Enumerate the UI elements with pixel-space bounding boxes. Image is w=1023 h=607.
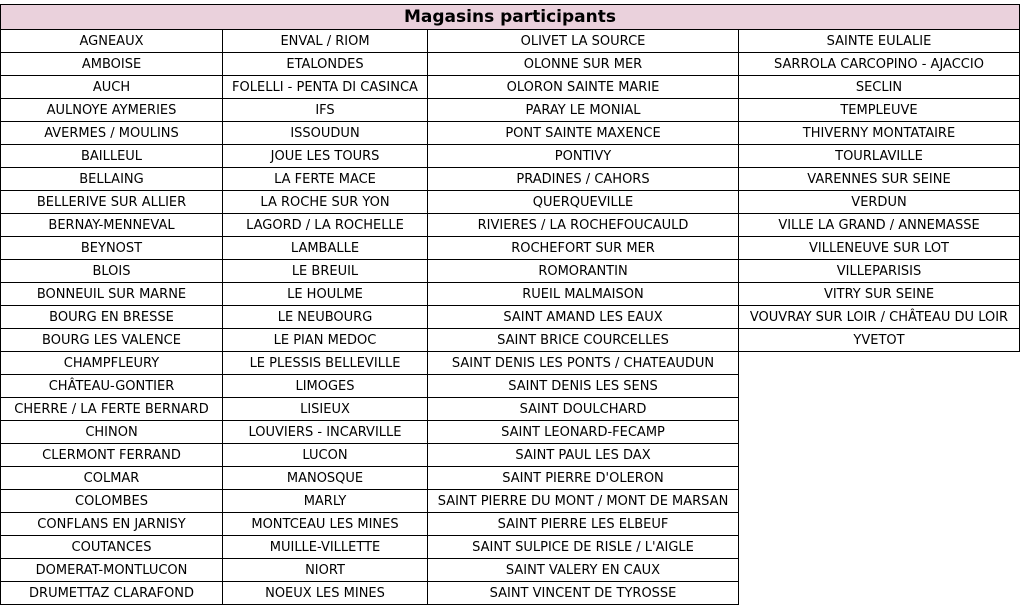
store-name-cell: OLIVET LA SOURCE xyxy=(428,30,739,53)
store-name-cell: BOURG LES VALENCE xyxy=(0,329,223,352)
store-name-cell: CHINON xyxy=(0,421,223,444)
store-name-cell: COLMAR xyxy=(0,467,223,490)
store-name-cell: LE HOULME xyxy=(223,283,428,306)
store-name-cell: SAINT SULPICE DE RISLE / L'AIGLE xyxy=(428,536,739,559)
empty-cell xyxy=(739,582,1020,605)
store-name-cell: SAINT BRICE COURCELLES xyxy=(428,329,739,352)
store-name-cell: AMBOISE xyxy=(0,53,223,76)
store-name-cell: VOUVRAY SUR LOIR / CHÂTEAU DU LOIR xyxy=(739,306,1020,329)
store-name-cell: SAINT AMAND LES EAUX xyxy=(428,306,739,329)
store-name-cell: BELLERIVE SUR ALLIER xyxy=(0,191,223,214)
store-name-cell: LE NEUBOURG xyxy=(223,306,428,329)
store-name-cell: BOURG EN BRESSE xyxy=(0,306,223,329)
store-name-cell: TOURLAVILLE xyxy=(739,145,1020,168)
store-name-cell: LE PLESSIS BELLEVILLE xyxy=(223,352,428,375)
store-name-cell: LOUVIERS - INCARVILLE xyxy=(223,421,428,444)
store-name-cell: BELLAING xyxy=(0,168,223,191)
store-name-cell: YVETOT xyxy=(739,329,1020,352)
store-name-cell: SAINT VALERY EN CAUX xyxy=(428,559,739,582)
empty-cell xyxy=(739,467,1020,490)
table-header xyxy=(0,4,1020,30)
store-name-cell: FOLELLI - PENTA DI CASINCA xyxy=(223,76,428,99)
store-name-cell: BERNAY-MENNEVAL xyxy=(0,214,223,237)
store-name-cell: MARLY xyxy=(223,490,428,513)
store-name-cell: SARROLA CARCOPINO - AJACCIO xyxy=(739,53,1020,76)
store-name-cell: TEMPLEUVE xyxy=(739,99,1020,122)
store-name-cell: VITRY SUR SEINE xyxy=(739,283,1020,306)
empty-cell xyxy=(739,513,1020,536)
store-name-cell: LA ROCHE SUR YON xyxy=(223,191,428,214)
empty-cell xyxy=(739,398,1020,421)
store-name-cell: ETALONDES xyxy=(223,53,428,76)
store-name-cell: OLONNE SUR MER xyxy=(428,53,739,76)
store-name-cell: VILLE LA GRAND / ANNEMASSE xyxy=(739,214,1020,237)
store-name-cell: LAMBALLE xyxy=(223,237,428,260)
store-name-cell: DRUMETTAZ CLARAFOND xyxy=(0,582,223,605)
empty-cell xyxy=(739,559,1020,582)
store-name-cell: SAINT VINCENT DE TYROSSE xyxy=(428,582,739,605)
store-name-cell: CHAMPFLEURY xyxy=(0,352,223,375)
store-name-cell: PRADINES / CAHORS xyxy=(428,168,739,191)
store-name-cell: LAGORD / LA ROCHELLE xyxy=(223,214,428,237)
store-name-cell: JOUE LES TOURS xyxy=(223,145,428,168)
store-name-cell: LUCON xyxy=(223,444,428,467)
store-name-cell: SAINT PIERRE D'OLERON xyxy=(428,467,739,490)
store-name-cell: BLOIS xyxy=(0,260,223,283)
store-name-cell: COLOMBES xyxy=(0,490,223,513)
store-name-cell: SAINT DENIS LES PONTS / CHATEAUDUN xyxy=(428,352,739,375)
store-name-cell: VILLEPARISIS xyxy=(739,260,1020,283)
store-name-cell: OLORON SAINTE MARIE xyxy=(428,76,739,99)
store-name-cell: IFS xyxy=(223,99,428,122)
store-name-cell: PONT SAINTE MAXENCE xyxy=(428,122,739,145)
store-name-cell: RUEIL MALMAISON xyxy=(428,283,739,306)
store-name-cell: LE BREUIL xyxy=(223,260,428,283)
store-name-cell: NIORT xyxy=(223,559,428,582)
store-name-cell: SAINT LEONARD-FECAMP xyxy=(428,421,739,444)
store-name-cell: ROCHEFORT SUR MER xyxy=(428,237,739,260)
store-name-cell: SAINTE EULALIE xyxy=(739,30,1020,53)
empty-cell xyxy=(739,352,1020,375)
store-name-cell: NOEUX LES MINES xyxy=(223,582,428,605)
store-name-cell: MANOSQUE xyxy=(223,467,428,490)
table-title: Magasins participants xyxy=(404,7,616,27)
store-name-cell: VARENNES SUR SEINE xyxy=(739,168,1020,191)
store-name-cell: CHÂTEAU-GONTIER xyxy=(0,375,223,398)
empty-cell xyxy=(739,490,1020,513)
store-name-cell: LIMOGES xyxy=(223,375,428,398)
store-name-cell: CLERMONT FERRAND xyxy=(0,444,223,467)
store-name-cell: BONNEUIL SUR MARNE xyxy=(0,283,223,306)
store-name-cell: SAINT DENIS LES SENS xyxy=(428,375,739,398)
store-name-cell: AULNOYE AYMERIES xyxy=(0,99,223,122)
store-name-cell: RIVIERES / LA ROCHEFOUCAULD xyxy=(428,214,739,237)
store-name-cell: SAINT PIERRE DU MONT / MONT DE MARSAN xyxy=(428,490,739,513)
empty-cell xyxy=(739,444,1020,467)
store-name-cell: ENVAL / RIOM xyxy=(223,30,428,53)
empty-cell xyxy=(739,375,1020,398)
store-name-cell: SAINT PAUL LES DAX xyxy=(428,444,739,467)
store-name-cell: AUCH xyxy=(0,76,223,99)
empty-cell xyxy=(739,421,1020,444)
store-name-cell: ISSOUDUN xyxy=(223,122,428,145)
store-name-cell: MUILLE-VILLETTE xyxy=(223,536,428,559)
store-name-cell: AVERMES / MOULINS xyxy=(0,122,223,145)
empty-cell xyxy=(739,536,1020,559)
store-name-cell: AGNEAUX xyxy=(0,30,223,53)
store-name-cell: BEYNOST xyxy=(0,237,223,260)
store-name-cell: BAILLEUL xyxy=(0,145,223,168)
store-name-cell: LE PIAN MEDOC xyxy=(223,329,428,352)
store-name-cell: PONTIVY xyxy=(428,145,739,168)
store-name-cell: SAINT PIERRE LES ELBEUF xyxy=(428,513,739,536)
store-name-cell: LA FERTE MACE xyxy=(223,168,428,191)
store-name-cell: QUERQUEVILLE xyxy=(428,191,739,214)
store-name-cell: DOMERAT-MONTLUCON xyxy=(0,559,223,582)
store-name-cell: VERDUN xyxy=(739,191,1020,214)
store-name-cell: SECLIN xyxy=(739,76,1020,99)
store-name-cell: PARAY LE MONIAL xyxy=(428,99,739,122)
store-name-cell: SAINT DOULCHARD xyxy=(428,398,739,421)
store-name-cell: CHERRE / LA FERTE BERNARD xyxy=(0,398,223,421)
store-name-cell: COUTANCES xyxy=(0,536,223,559)
store-name-cell: ROMORANTIN xyxy=(428,260,739,283)
store-name-cell: THIVERNY MONTATAIRE xyxy=(739,122,1020,145)
store-name-cell: MONTCEAU LES MINES xyxy=(223,513,428,536)
store-name-cell: VILLENEUVE SUR LOT xyxy=(739,237,1020,260)
store-name-cell: CONFLANS EN JARNISY xyxy=(0,513,223,536)
store-name-cell: LISIEUX xyxy=(223,398,428,421)
